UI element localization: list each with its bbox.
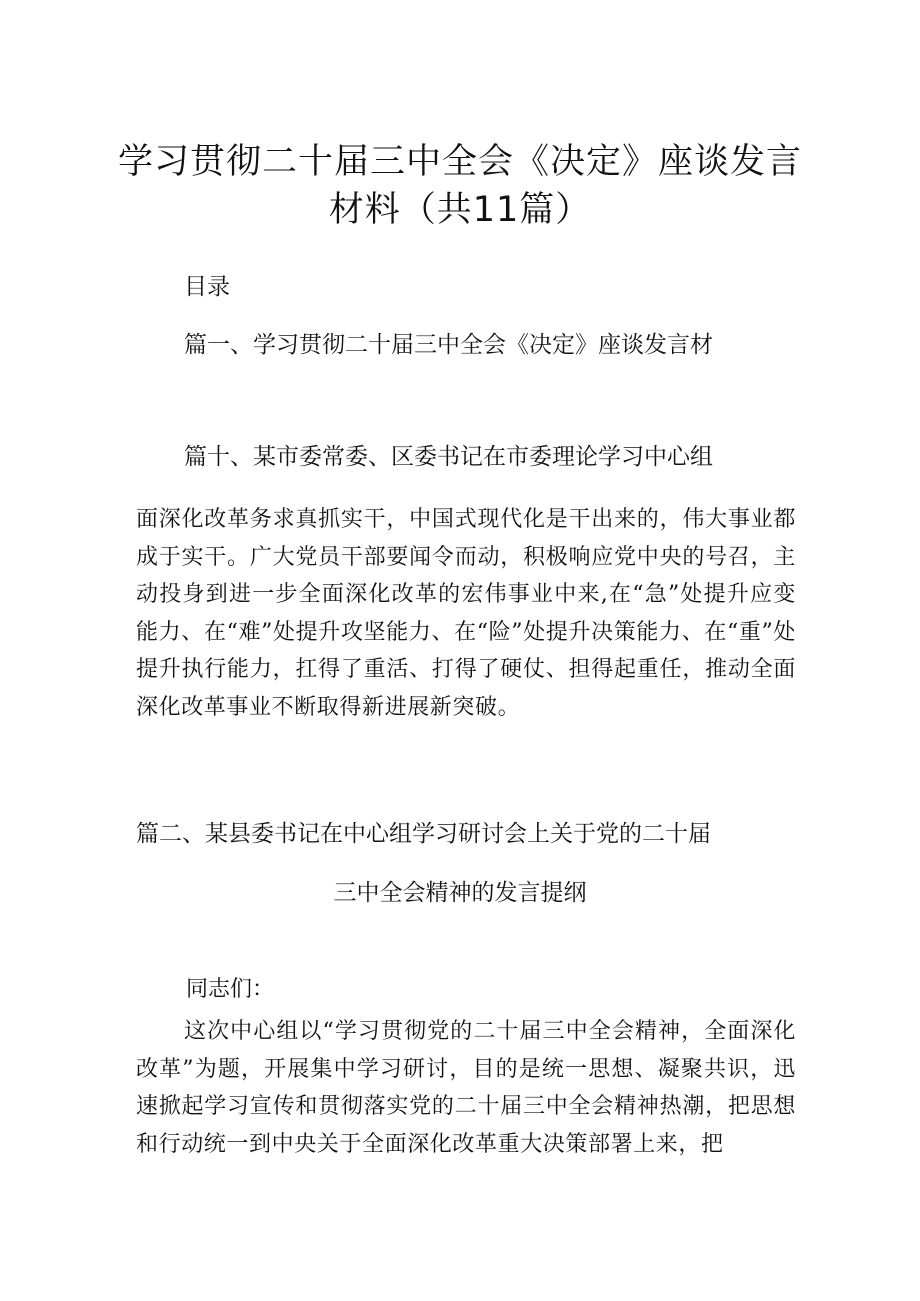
salutation: 同志们： bbox=[186, 977, 275, 1002]
toc-item-1: 篇一、学习贯彻二十届三中全会《决定》座谈发言材 bbox=[184, 332, 713, 358]
document-title-line-2: 材料（共11篇） bbox=[328, 190, 592, 230]
body-paragraph-2: 这次中心组以“学习贯彻党的二十届三中全会精神，全面深化改革”为题，开展集中学习研讨，目的是统一思想、凝聚共识，迅速掀起学习宣传和贯彻落实党的二十届三中全会精神热潮，把思想和行动统一到中央关于全面深化改革重大决策部署上来，把 bbox=[136, 1019, 796, 1157]
toc-item-10: 篇十、某市委常委、区委书记在市委理论学习中心组 bbox=[184, 444, 713, 470]
document-title-line-1: 学习贯彻二十届三中全会《决定》座谈发言 bbox=[117, 142, 802, 182]
section-2-heading-line-1: 篇二、某县委书记在中心组学习研讨会上关于党的二十届 bbox=[136, 821, 711, 847]
body-paragraph-1: 面深化改革务求真抓实干，中国式现代化是干出来的，伟大事业都成于实干。广大党员干部要闻令而动，积极响应党中央的号召，主动投身到进一步全面深化改革的宏伟事业中来,在“急”处提升应变能力、在“难”处提升攻坚能力、在“险”处提升决策能力、在“重”处提升执行能力，扛得了重活、打得了硬仗、担得起重任，推动全面深化改革事业不断取得新进展新突破。 bbox=[136, 507, 796, 720]
toc-label: 目录 bbox=[184, 274, 230, 300]
section-2-heading-line-2: 三中全会精神的发言提纲 bbox=[333, 880, 587, 906]
